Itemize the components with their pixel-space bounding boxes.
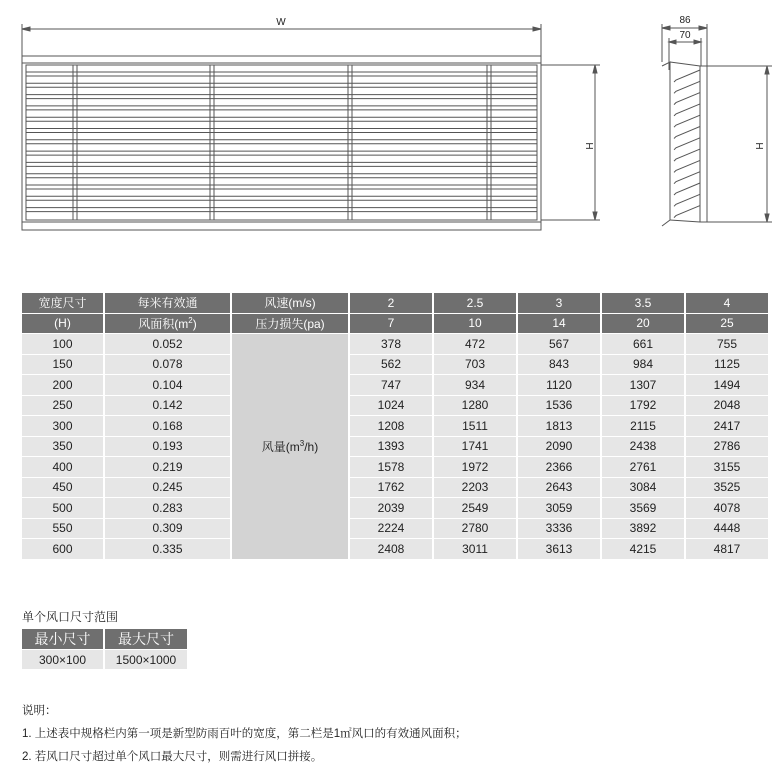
min-size-value: 300×100 xyxy=(22,650,103,669)
area-cell: 0.078 xyxy=(105,355,230,375)
area-cell: 0.104 xyxy=(105,375,230,395)
note-line-2: 2. 若风口尺寸超过单个风口最大尺寸，则需进行风口拼接。 xyxy=(22,751,323,763)
flow-cell: 843 xyxy=(518,355,600,375)
flow-cell: 4078 xyxy=(686,498,768,518)
flow-cell: 755 xyxy=(686,334,768,354)
pressure-cell: 7 xyxy=(350,314,432,334)
area-cell: 0.245 xyxy=(105,478,230,498)
range-title: 单个风口尺寸范围 xyxy=(22,610,119,624)
flow-cell: 2780 xyxy=(434,519,516,539)
height-label-side: H xyxy=(753,142,764,150)
speed-cell: 2 xyxy=(350,293,432,313)
speed-cell: 3 xyxy=(518,293,600,313)
header-area-unit: 风面积$(m^2)$ xyxy=(105,314,230,334)
width-cell: 550 xyxy=(22,519,103,539)
flow-cell: 1494 xyxy=(686,375,768,395)
area-cell: 0.283 xyxy=(105,498,230,518)
flow-cell: 1511 xyxy=(434,416,516,436)
header-area: 每米有效通 xyxy=(105,293,230,313)
flow-cell: 1307 xyxy=(602,375,684,395)
flow-cell: 472 xyxy=(434,334,516,354)
notes-title: 说明： xyxy=(22,705,57,717)
flow-cell: 1578 xyxy=(350,457,432,477)
width-cell: 500 xyxy=(22,498,103,518)
table-row xyxy=(22,375,768,395)
max-size-value: 1500×1000 xyxy=(105,650,187,669)
width-cell: 100 xyxy=(22,334,103,354)
table-row xyxy=(22,498,768,518)
header-width: 宽度尺寸 xyxy=(22,293,103,313)
width-cell: 400 xyxy=(22,457,103,477)
flow-cell: 661 xyxy=(602,334,684,354)
table-row xyxy=(22,519,768,539)
speed-cell: 2.5 xyxy=(434,293,516,313)
table-row xyxy=(22,478,768,498)
flow-cell: 2549 xyxy=(434,498,516,518)
flow-cell: 1741 xyxy=(434,437,516,457)
side-depth-inner: 70 xyxy=(679,30,691,41)
min-size-header: 最小尺寸 xyxy=(22,629,103,649)
flow-cell: 984 xyxy=(602,355,684,375)
flow-cell: 4817 xyxy=(686,539,768,559)
flow-cell: 2408 xyxy=(350,539,432,559)
flow-cell: 747 xyxy=(350,375,432,395)
flow-cell: 2115 xyxy=(602,416,684,436)
pressure-cell: 14 xyxy=(518,314,600,334)
table-row xyxy=(22,355,768,375)
flow-cell: 3336 xyxy=(518,519,600,539)
area-cell: 0.142 xyxy=(105,396,230,416)
flow-cell: 4448 xyxy=(686,519,768,539)
note-line-1: 1. 上述表中规格栏内第一项是新型防雨百叶的宽度，第二栏是1㎡风口的有效通风面积； xyxy=(22,728,467,740)
flow-cell: 2203 xyxy=(434,478,516,498)
width-label: W xyxy=(276,17,286,28)
height-label-front: H xyxy=(583,142,594,150)
flow-cell: 1024 xyxy=(350,396,432,416)
flow-cell: 1280 xyxy=(434,396,516,416)
flow-cell: 1792 xyxy=(602,396,684,416)
flow-cell: 3525 xyxy=(686,478,768,498)
flow-cell: 2366 xyxy=(518,457,600,477)
flow-cell: 3059 xyxy=(518,498,600,518)
table-header-row-2 xyxy=(22,314,768,334)
area-cell: 0.168 xyxy=(105,416,230,436)
speed-cell: 3.5 xyxy=(602,293,684,313)
size-range-table xyxy=(20,628,189,670)
table-row xyxy=(22,396,768,416)
pressure-cell: 20 xyxy=(602,314,684,334)
flow-cell: 3613 xyxy=(518,539,600,559)
flow-cell: 1762 xyxy=(350,478,432,498)
flow-cell: 3084 xyxy=(602,478,684,498)
flow-cell: 3011 xyxy=(434,539,516,559)
area-cell: 0.309 xyxy=(105,519,230,539)
area-cell: 0.219 xyxy=(105,457,230,477)
width-cell: 350 xyxy=(22,437,103,457)
max-size-header: 最大尺寸 xyxy=(105,629,187,649)
header-h: (H) xyxy=(22,314,103,334)
side-depth-outer: 86 xyxy=(679,15,691,26)
flow-cell: 2224 xyxy=(350,519,432,539)
width-cell: 600 xyxy=(22,539,103,559)
area-cell: 0.193 xyxy=(105,437,230,457)
flow-cell: 1120 xyxy=(518,375,600,395)
flow-cell: 1813 xyxy=(518,416,600,436)
flow-cell: 2643 xyxy=(518,478,600,498)
louver-drawing xyxy=(0,0,779,280)
header-speed: 风速(m/s) xyxy=(232,293,348,313)
flow-cell: 3155 xyxy=(686,457,768,477)
flow-cell: 2761 xyxy=(602,457,684,477)
flow-cell: 2786 xyxy=(686,437,768,457)
flow-cell: 3569 xyxy=(602,498,684,518)
flow-cell: 2090 xyxy=(518,437,600,457)
airflow-spec-table xyxy=(20,292,770,560)
flow-cell: 2417 xyxy=(686,416,768,436)
notes xyxy=(22,700,467,769)
flow-cell: 378 xyxy=(350,334,432,354)
width-cell: 200 xyxy=(22,375,103,395)
airflow-label: 风量$(m^3/h)$ xyxy=(232,334,348,559)
table-row xyxy=(22,416,768,436)
flow-cell: 4215 xyxy=(602,539,684,559)
area-cell: 0.052 xyxy=(105,334,230,354)
flow-cell: 2438 xyxy=(602,437,684,457)
width-cell: 250 xyxy=(22,396,103,416)
flow-cell: 1208 xyxy=(350,416,432,436)
table-header-row-1 xyxy=(22,293,768,313)
flow-cell: 2039 xyxy=(350,498,432,518)
width-cell: 450 xyxy=(22,478,103,498)
flow-cell: 1972 xyxy=(434,457,516,477)
flow-cell: 934 xyxy=(434,375,516,395)
flow-cell: 1393 xyxy=(350,437,432,457)
speed-cell: 4 xyxy=(686,293,768,313)
flow-cell: 1536 xyxy=(518,396,600,416)
flow-cell: 3892 xyxy=(602,519,684,539)
table-row xyxy=(22,539,768,559)
width-cell: 150 xyxy=(22,355,103,375)
table-row xyxy=(22,437,768,457)
table-row xyxy=(22,334,768,354)
pressure-cell: 25 xyxy=(686,314,768,334)
flow-cell: 703 xyxy=(434,355,516,375)
flow-cell: 2048 xyxy=(686,396,768,416)
flow-cell: 567 xyxy=(518,334,600,354)
width-cell: 300 xyxy=(22,416,103,436)
header-pressure: 压力损失(pa) xyxy=(232,314,348,334)
pressure-cell: 10 xyxy=(434,314,516,334)
flow-cell: 562 xyxy=(350,355,432,375)
table-row xyxy=(22,457,768,477)
area-cell: 0.335 xyxy=(105,539,230,559)
flow-cell: 1125 xyxy=(686,355,768,375)
